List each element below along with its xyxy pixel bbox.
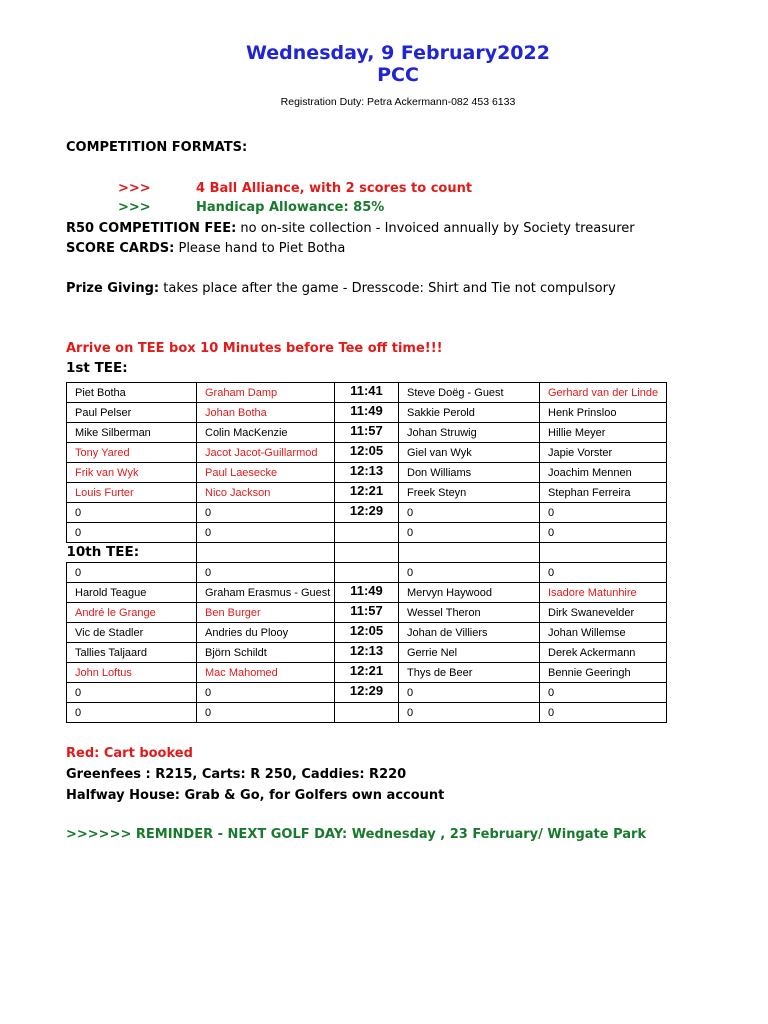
player-cell: Tony Yared [67, 443, 197, 463]
table-row [67, 443, 667, 463]
tee10-label: 10th TEE: [66, 544, 140, 561]
player-cell: 0 [399, 703, 540, 723]
table-row [67, 683, 667, 703]
halfway-house: Halfway House: Grab & Go, for Golfers own account [66, 788, 445, 803]
player-cell: Johan Struwig [399, 423, 540, 443]
player-cell: Steve Doëg - Guest [399, 383, 540, 403]
player-cell: Giel van Wyk [399, 443, 540, 463]
prize-giving [66, 281, 616, 296]
tee-time-cell [335, 563, 399, 583]
tee10-label-cell [67, 543, 197, 563]
registration-duty: Registration Duty: Petra Ackermann-082 453 6133 [280, 96, 516, 108]
table-row [67, 383, 667, 403]
table-row [67, 463, 667, 483]
player-cell: Sakkie Perold [399, 403, 540, 423]
arrive-notice: Arrive on TEE box 10 Minutes before Tee off time!!! [66, 341, 443, 356]
player-cell: 0 [197, 523, 335, 543]
tee-time-cell: 12:29 [335, 683, 399, 703]
player-cell: Bennie Geeringh [540, 663, 667, 683]
table-row [67, 403, 667, 423]
player-cell: Piet Botha [67, 383, 197, 403]
player-cell: Ben Burger [197, 603, 335, 623]
empty-cell [540, 543, 667, 563]
table-row [67, 643, 667, 663]
player-cell: Jacot Jacot-Guillarmod [197, 443, 335, 463]
table-row [67, 563, 667, 583]
table-row [67, 663, 667, 683]
player-cell: Gerrie Nel [399, 643, 540, 663]
tee10-header-row [67, 543, 667, 563]
player-cell: 0 [399, 683, 540, 703]
tee-time-cell: 12:05 [335, 443, 399, 463]
player-cell: Hillie Meyer [540, 423, 667, 443]
player-cell: Johan Willemse [540, 623, 667, 643]
player-cell: Björn Schildt [197, 643, 335, 663]
empty-cell [399, 543, 540, 563]
player-cell: Gerhard van der Linde [540, 383, 667, 403]
empty-cell [335, 543, 399, 563]
player-cell: 0 [540, 683, 667, 703]
player-cell: 0 [197, 563, 335, 583]
tee-time-cell [335, 523, 399, 543]
prize-label: Prize Giving: [66, 281, 160, 296]
formats-heading: COMPETITION FORMATS: [66, 140, 248, 155]
greenfees: Greenfees : R215, Carts: R 250, Caddies: R220 [66, 767, 407, 782]
player-cell: 0 [197, 683, 335, 703]
tee-time-cell [335, 703, 399, 723]
player-cell: 0 [67, 523, 197, 543]
player-cell: 0 [197, 703, 335, 723]
player-cell: Isadore Matunhire [540, 583, 667, 603]
empty-cell [197, 543, 335, 563]
player-cell: 0 [540, 703, 667, 723]
player-cell: 0 [540, 563, 667, 583]
player-cell: 0 [540, 503, 667, 523]
player-cell: 0 [399, 523, 540, 543]
tee-time-cell: 12:13 [335, 463, 399, 483]
scorecards-text: Please hand to Piet Botha [174, 241, 346, 256]
tee-time-cell: 12:21 [335, 483, 399, 503]
player-cell: 0 [399, 563, 540, 583]
competition-fee [66, 221, 635, 236]
player-cell: Andries du Plooy [197, 623, 335, 643]
tee-time-cell: 12:13 [335, 643, 399, 663]
tee-time-cell: 11:57 [335, 423, 399, 443]
table-row [67, 623, 667, 643]
score-cards [66, 241, 345, 256]
tee-time-cell: 11:49 [335, 583, 399, 603]
player-cell: 0 [67, 503, 197, 523]
tee1-table [66, 382, 667, 543]
player-cell: Graham Erasmus - Guest [197, 583, 335, 603]
player-cell: Johan Botha [197, 403, 335, 423]
table-row [67, 523, 667, 543]
player-cell: Japie Vorster [540, 443, 667, 463]
table-row [67, 483, 667, 503]
cart-note: Red: Cart booked [66, 746, 193, 761]
player-cell: André le Grange [67, 603, 197, 623]
player-cell: Mac Mahomed [197, 663, 335, 683]
player-cell: Harold Teague [67, 583, 197, 603]
table-row [67, 603, 667, 623]
player-cell: Wessel Theron [399, 603, 540, 623]
player-cell: John Loftus [67, 663, 197, 683]
player-cell: 0 [399, 503, 540, 523]
table-row [67, 423, 667, 443]
tee1-label: 1st TEE: [66, 360, 128, 376]
player-cell: Frik van Wyk [67, 463, 197, 483]
reminder: >>>>>> REMINDER - NEXT GOLF DAY: Wednesday , 23 February/ Wingate Park [66, 827, 647, 842]
player-cell: Dirk Swanevelder [540, 603, 667, 623]
player-cell: Vic de Stadler [67, 623, 197, 643]
tee-time-cell: 11:49 [335, 403, 399, 423]
player-cell: Paul Laesecke [197, 463, 335, 483]
player-cell: Louis Furter [67, 483, 197, 503]
format-text: 4 Ball Alliance, with 2 scores to count [196, 181, 473, 196]
player-cell: Henk Prinsloo [540, 403, 667, 423]
tee-time-cell: 12:21 [335, 663, 399, 683]
player-cell: Nico Jackson [197, 483, 335, 503]
table-row [67, 503, 667, 523]
page-title: Wednesday, 9 February2022 [246, 42, 550, 64]
player-cell: Freek Steyn [399, 483, 540, 503]
format-arrow: >>> [118, 200, 151, 215]
fee-text: no on-site collection - Invoiced annually by Society treasurer [236, 221, 635, 236]
format-text: Handicap Allowance: 85% [196, 200, 385, 215]
scorecards-label: SCORE CARDS: [66, 241, 175, 256]
player-cell: Don Williams [399, 463, 540, 483]
player-cell: Tallies Taljaard [67, 643, 197, 663]
tee-time-cell: 12:05 [335, 623, 399, 643]
player-cell: Derek Ackermann [540, 643, 667, 663]
player-cell: Johan de Villiers [399, 623, 540, 643]
player-cell: 0 [67, 563, 197, 583]
player-cell: 0 [197, 503, 335, 523]
tee-time-cell: 12:29 [335, 503, 399, 523]
player-cell: Stephan Ferreira [540, 483, 667, 503]
player-cell: Mervyn Haywood [399, 583, 540, 603]
player-cell: Paul Pelser [67, 403, 197, 423]
tee-time-cell: 11:41 [335, 383, 399, 403]
player-cell: 0 [540, 523, 667, 543]
player-cell: Colin MacKenzie [197, 423, 335, 443]
player-cell: Thys de Beer [399, 663, 540, 683]
table-row [67, 583, 667, 603]
table-row [67, 703, 667, 723]
venue-title: PCC [377, 64, 419, 86]
prize-text: takes place after the game - Dresscode: Shirt and Tie not compulsory [159, 281, 616, 296]
tee-time-cell: 11:57 [335, 603, 399, 623]
player-cell: 0 [67, 683, 197, 703]
format-arrow: >>> [118, 181, 151, 196]
tee10-table [66, 542, 667, 723]
player-cell: Joachim Mennen [540, 463, 667, 483]
player-cell: Mike Silberman [67, 423, 197, 443]
player-cell: Graham Damp [197, 383, 335, 403]
fee-label: R50 COMPETITION FEE: [66, 221, 237, 236]
player-cell: 0 [67, 703, 197, 723]
format-item-2 [118, 200, 384, 215]
format-item-1 [118, 181, 472, 196]
